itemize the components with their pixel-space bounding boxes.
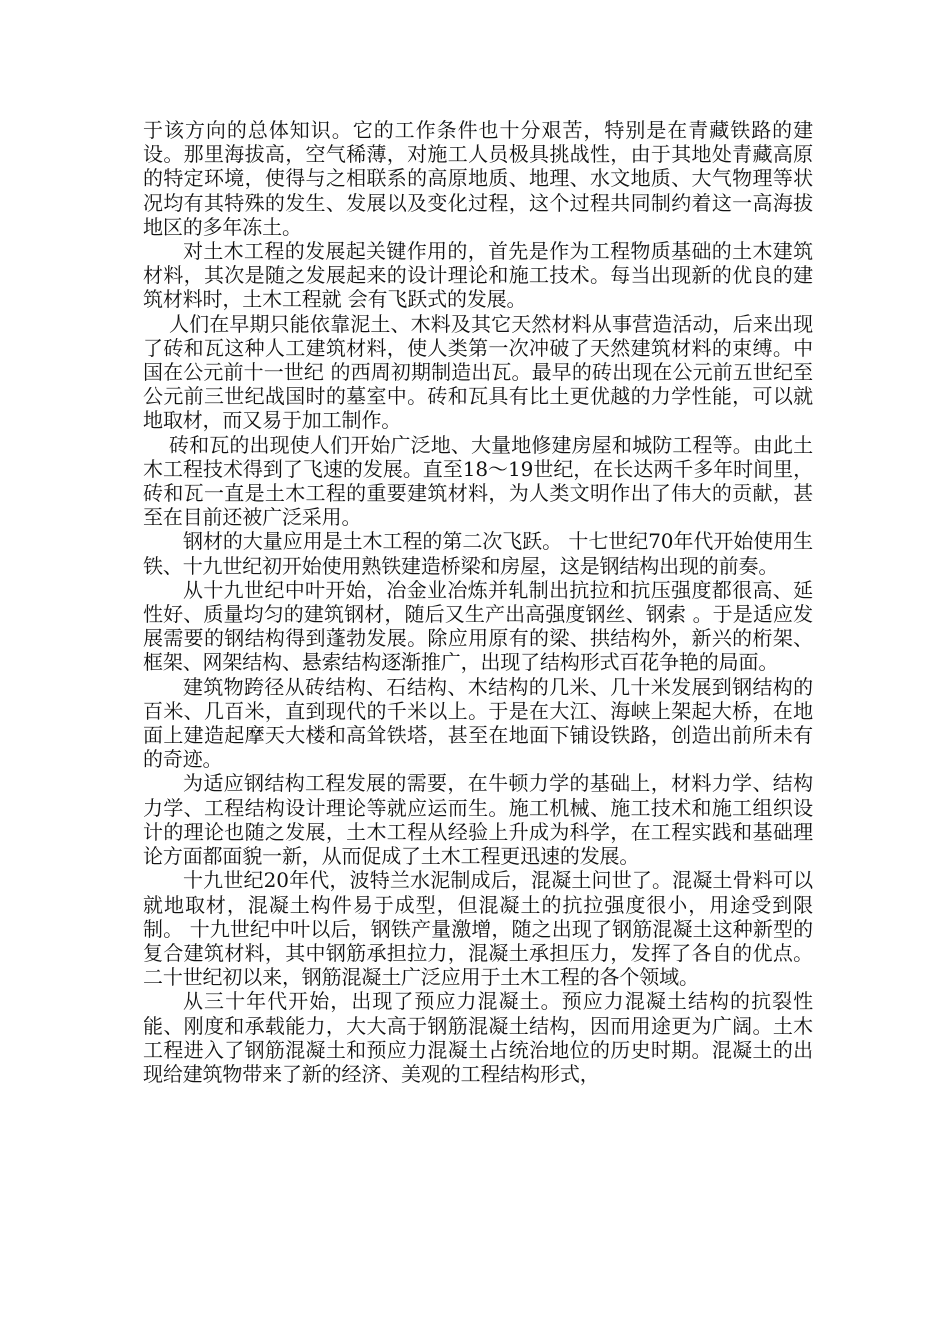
paragraph-6: 从十九世纪中叶开始，冶金业冶炼并轧制出抗拉和抗压强度都很高、延性好、质量均匀的建筑钢材，随后又生产出高强度钢丝、钢索 。于是适应发展需要的钢结构得到蓬勃发展。除应用原有的梁、拱结构外，新兴的桁架、框架、网架结构、悬索结构逐渐推广，出现了结构形式百花争艳的局面。 <box>143 577 813 675</box>
paragraph-2: 对土木工程的发展起关键作用的，首先是作为工程物质基础的土木建筑材料，其次是随之发展起来的设计理论和施工技术。每当出现新的优良的建筑材料时，土木工程就 会有飞跃式的发展。 <box>143 239 813 312</box>
document-body <box>143 118 813 1086</box>
paragraph-4: 砖和瓦的出现使人们开始广泛地、大量地修建房屋和城防工程等。由此土木工程技术得到了飞速的发展。直至18～19世纪，在长达两千多年时间里，砖和瓦一直是土木工程的重要建筑材料，为人类文明作出了伟大的贡献，甚至在目前还被广泛采用。 <box>143 432 813 530</box>
paragraph-1: 于该方向的总体知识。它的工作条件也十分艰苦，特别是在青藏铁路的建设。那里海拔高，空气稀薄，对施工人员极具挑战性，由于其地处青藏高原的特定环境，使得与之相联系的高原地质、地理、水文地质、大气物理等状况均有其特殊的发生、发展以及变化过程，这个过程共同制约着这一高海拔地区的多年冻土。 <box>143 118 813 239</box>
paragraph-8: 为适应钢结构工程发展的需要，在牛顿力学的基础上，材料力学、结构力学、工程结构设计理论等就应运而生。施工机械、施工技术和施工组织设计的理论也随之发展，土木工程从经验上升成为科学，在工程实践和基础理论方面都面貌一新，从而促成了土木工程更迅速的发展。 <box>143 771 813 869</box>
paragraph-9: 十九世纪20年代，波特兰水泥制成后，混凝土问世了。混凝土骨料可以就地取材，混凝土构件易于成型，但混凝土的抗拉强度很小，用途受到限制。 十九世纪中叶以后，钢铁产量激增，随之出现了钢筋混凝土这种新型的复合建筑材料，其中钢筋承担拉力，混凝土承担压力，发挥了各自的优点。二十世纪初以来，钢筋混凝土广泛应用于土木工程的各个领域。 <box>143 868 813 990</box>
paragraph-10: 从三十年代开始，出现了预应力混凝土。预应力混凝土结构的抗裂性能、刚度和承载能力，大大高于钢筋混凝土结构，因而用途更为广阔。土木工程进入了钢筋混凝土和预应力混凝土占统治地位的历史时期。混凝土的出现给建筑物带来了新的经济、美观的工程结构形式， <box>143 989 813 1086</box>
paragraph-5: 钢材的大量应用是土木工程的第二次飞跃。 十七世纪70年代开始使用生铁、十九世纪初开始使用熟铁建造桥梁和房屋，这是钢结构出现的前奏。 <box>143 529 813 578</box>
paragraph-7: 建筑物跨径从砖结构、石结构、木结构的几米、几十米发展到钢结构的百米、几百米，直到现代的千米以上。于是在大江、海峡上架起大桥，在地面上建造起摩天大楼和高耸铁塔，甚至在地面下铺设铁路，创造出前所未有的奇迹。 <box>143 674 813 772</box>
paragraph-3: 人们在早期只能依靠泥土、木料及其它天然材料从事营造活动，后来出现了砖和瓦这种人工建筑材料，使人类第一次冲破了天然建筑材料的束缚。中国在公元前十一世纪 的西周初期制造出瓦。最早的砖出现在公元前五世纪至公元前三世纪战国时的墓室中。砖和瓦具有比土更优越的力学性能，可以就地取材，而又易于加工制作。 <box>143 311 813 433</box>
